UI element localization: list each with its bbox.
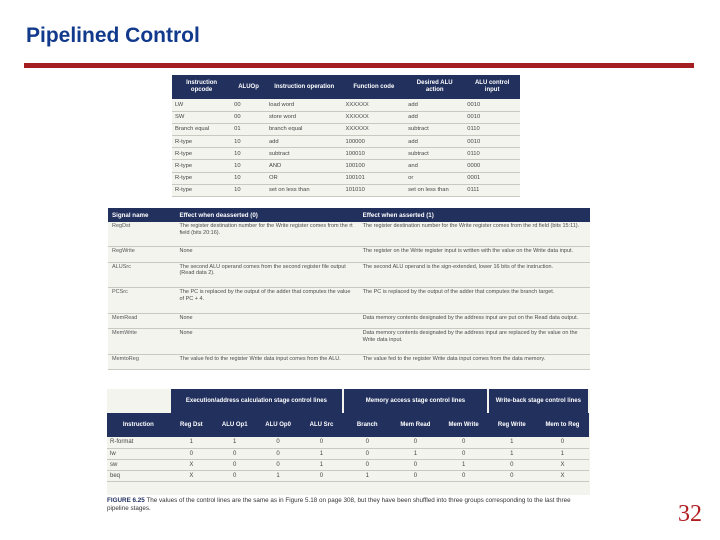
group-header-spacer [107,389,170,413]
table-cell: lw [107,448,170,459]
table-cell: R-type [172,172,231,184]
table-cell: subtract [405,123,464,135]
table-cell: The register destination number for the Write register comes from the rt field (bits 20:16). [175,222,358,247]
table-cell: 00 [231,111,266,123]
table-cell: 0110 [464,123,520,135]
table-cell: X [536,470,589,481]
group-header-execution: Execution/address calculation stage control lines [170,389,344,413]
table-cell: None [175,329,358,355]
table-cell: The register on the Write register input is written with the value on the Write data input. [359,247,590,262]
table-cell: 0 [300,470,343,481]
table-cell: 1 [170,437,213,448]
table-cell: 1 [536,448,589,459]
col-header-alusrc: ALU Src [300,413,343,437]
table-cell: None [175,313,358,328]
alu-header-function-code: Function code [343,75,406,99]
table-cell: 101010 [343,184,406,196]
group-header-memory: Memory access stage control lines [343,389,488,413]
table-cell: 100000 [343,136,406,148]
table-cell: 0111 [464,184,520,196]
table-cell: The value fed to the register Write data input comes from the data memory. [359,354,590,369]
table-row [172,123,520,135]
table-cell: 0 [213,448,256,459]
col-header-aluop0: ALU Op0 [256,413,299,437]
table-cell: 100100 [343,160,406,172]
table-cell: The register destination number for the Write register comes from the rd field (bits 15:11). [359,222,590,247]
table-row [108,329,590,355]
table-row [172,111,520,123]
table-cell: 0000 [464,160,520,172]
table-cell: R-format [107,437,170,448]
table-cell: XXXXXX [343,123,406,135]
table-cell: sw [107,459,170,470]
table-cell: Data memory contents designated by the address input are replaced by the value on the Write data input. [359,329,590,355]
table-cell: 00 [231,99,266,111]
table-row [172,160,520,172]
signal-name: ALUSrc [108,262,175,288]
alu-header-action: Desired ALU action [405,75,464,99]
table-cell: 0 [391,459,439,470]
table-cell: 1 [391,448,439,459]
alu-header-control-input: ALU control input [464,75,520,99]
alu-header-operation: Instruction operation [266,75,343,99]
table-cell: 10 [231,184,266,196]
table-cell: store word [266,111,343,123]
figure-caption-text: The values of the control lines are the same as in Figure 5.18 on page 308, but they have been shuffled into three groups corresponding to the last three pipeline stages. [107,497,571,512]
col-header-regdst: Reg Dst [170,413,213,437]
table-cell: 10 [231,160,266,172]
table-row [108,313,590,328]
table-cell: 01 [231,123,266,135]
signal-name: RegDst [108,222,175,247]
table-cell: 0 [213,470,256,481]
table-cell: OR [266,172,343,184]
table-cell: 0010 [464,111,520,123]
col-header-aluop1: ALU Op1 [213,413,256,437]
table-cell: 0 [440,470,488,481]
table-row [172,99,520,111]
control-signals-table-image [108,208,590,370]
slide-number: 32 [678,501,702,527]
table-row [107,448,589,459]
signal-header-name: Signal name [108,208,175,222]
table-cell: X [170,459,213,470]
table-row [107,470,589,481]
table-cell: 100101 [343,172,406,184]
signal-header-asserted: Effect when asserted (1) [359,208,590,222]
table-cell: X [536,459,589,470]
table-cell: add [266,136,343,148]
table-row [172,184,520,196]
group-header-writeback: Write-back stage control lines [488,389,589,413]
table-cell: The second ALU operand is the sign-extended, lower 16 bits of the instruction. [359,262,590,288]
table-cell: 0010 [464,136,520,148]
table-cell: add [405,99,464,111]
table-cell: 0 [440,448,488,459]
alu-control-table [172,75,520,197]
table-cell: 10 [231,148,266,160]
figure-caption-label: FIGURE 6.25 [107,497,145,504]
table-cell: The second ALU operand comes from the second register file output (Read data 2). [175,262,358,288]
table-cell: 0 [213,459,256,470]
table-cell: The value fed to the register Write data input comes from the ALU. [175,354,358,369]
table-cell: 0 [391,437,439,448]
table-cell: subtract [266,148,343,160]
table-cell: 1 [488,437,536,448]
col-header-memread: Mem Read [391,413,439,437]
pipeline-control-table [107,389,590,482]
signal-name: MemWrite [108,329,175,355]
control-signals-table [108,208,590,370]
table-cell: set on less than [405,184,464,196]
signal-name: MemtoReg [108,354,175,369]
table-cell: 1 [300,448,343,459]
table-cell: LW [172,99,231,111]
table-cell: 1 [488,448,536,459]
signal-name: MemRead [108,313,175,328]
table-cell: 10 [231,172,266,184]
table-cell: 0 [343,459,391,470]
table-cell: R-type [172,184,231,196]
table-row [108,288,590,314]
table-cell: XXXXXX [343,111,406,123]
table-cell: R-type [172,136,231,148]
table-cell: 0001 [464,172,520,184]
table-row [172,172,520,184]
table-cell: 1 [213,437,256,448]
figure-caption [107,497,590,513]
slide-title: Pipelined Control [26,24,200,47]
table-row [172,148,520,160]
table-cell: 0 [440,437,488,448]
table-row [108,247,590,262]
table-cell: R-type [172,160,231,172]
table-row [107,437,589,448]
table-row [107,459,589,470]
table-cell: 0 [256,437,299,448]
table-cell: 10 [231,136,266,148]
table-cell: load word [266,99,343,111]
table-cell: 0 [536,437,589,448]
pipeline-control-table-image [107,389,590,512]
table-cell: SW [172,111,231,123]
table-cell: 0 [391,470,439,481]
col-header-memtoreg: Mem to Reg [536,413,589,437]
table-row [108,354,590,369]
table-cell: branch equal [266,123,343,135]
table-cell: beq [107,470,170,481]
table-cell: set on less than [266,184,343,196]
col-header-regwrite: Reg Write [488,413,536,437]
alu-header-aluop: ALUOp [231,75,266,99]
table-row [108,262,590,288]
table-cell: add [405,111,464,123]
table-cell: 0 [256,448,299,459]
table-cell: 1 [256,470,299,481]
table-cell: and [405,160,464,172]
table-cell: 1 [440,459,488,470]
table-cell: 1 [343,470,391,481]
table-cell: None [175,247,358,262]
table-cell: 0 [256,459,299,470]
table-cell: Branch equal [172,123,231,135]
table-cell: subtract [405,148,464,160]
table-cell: 0110 [464,148,520,160]
table-cell: add [405,136,464,148]
table-cell: 0 [170,448,213,459]
table-cell: 0 [488,470,536,481]
alu-control-table-image [172,75,520,197]
signal-name: PCSrc [108,288,175,314]
table-cell: 100010 [343,148,406,160]
signal-name: RegWrite [108,247,175,262]
table-cell: AND [266,160,343,172]
table-cell: 1 [300,459,343,470]
table-row [108,222,590,247]
alu-header-opcode: Instruction opcode [172,75,231,99]
table-cell: The PC is replaced by the output of the adder that computes the value of PC + 4. [175,288,358,314]
table-cell: 0 [343,437,391,448]
table-cell: X [170,470,213,481]
table-cell: The PC is replaced by the output of the adder that computes the branch target. [359,288,590,314]
title-divider [24,63,694,68]
table-cell: R-type [172,148,231,160]
table-row [172,136,520,148]
table-cell: 0 [488,459,536,470]
table-cell: 0 [343,448,391,459]
table-cell: 0 [300,437,343,448]
col-header-branch: Branch [343,413,391,437]
table-cell: XXXXXX [343,99,406,111]
col-header-instruction: Instruction [107,413,170,437]
table-cell: 0010 [464,99,520,111]
table-cell: Data memory contents designated by the address input are put on the Read data output. [359,313,590,328]
col-header-memwrite: Mem Write [440,413,488,437]
signal-header-deasserted: Effect when deasserted (0) [175,208,358,222]
table-cell: or [405,172,464,184]
